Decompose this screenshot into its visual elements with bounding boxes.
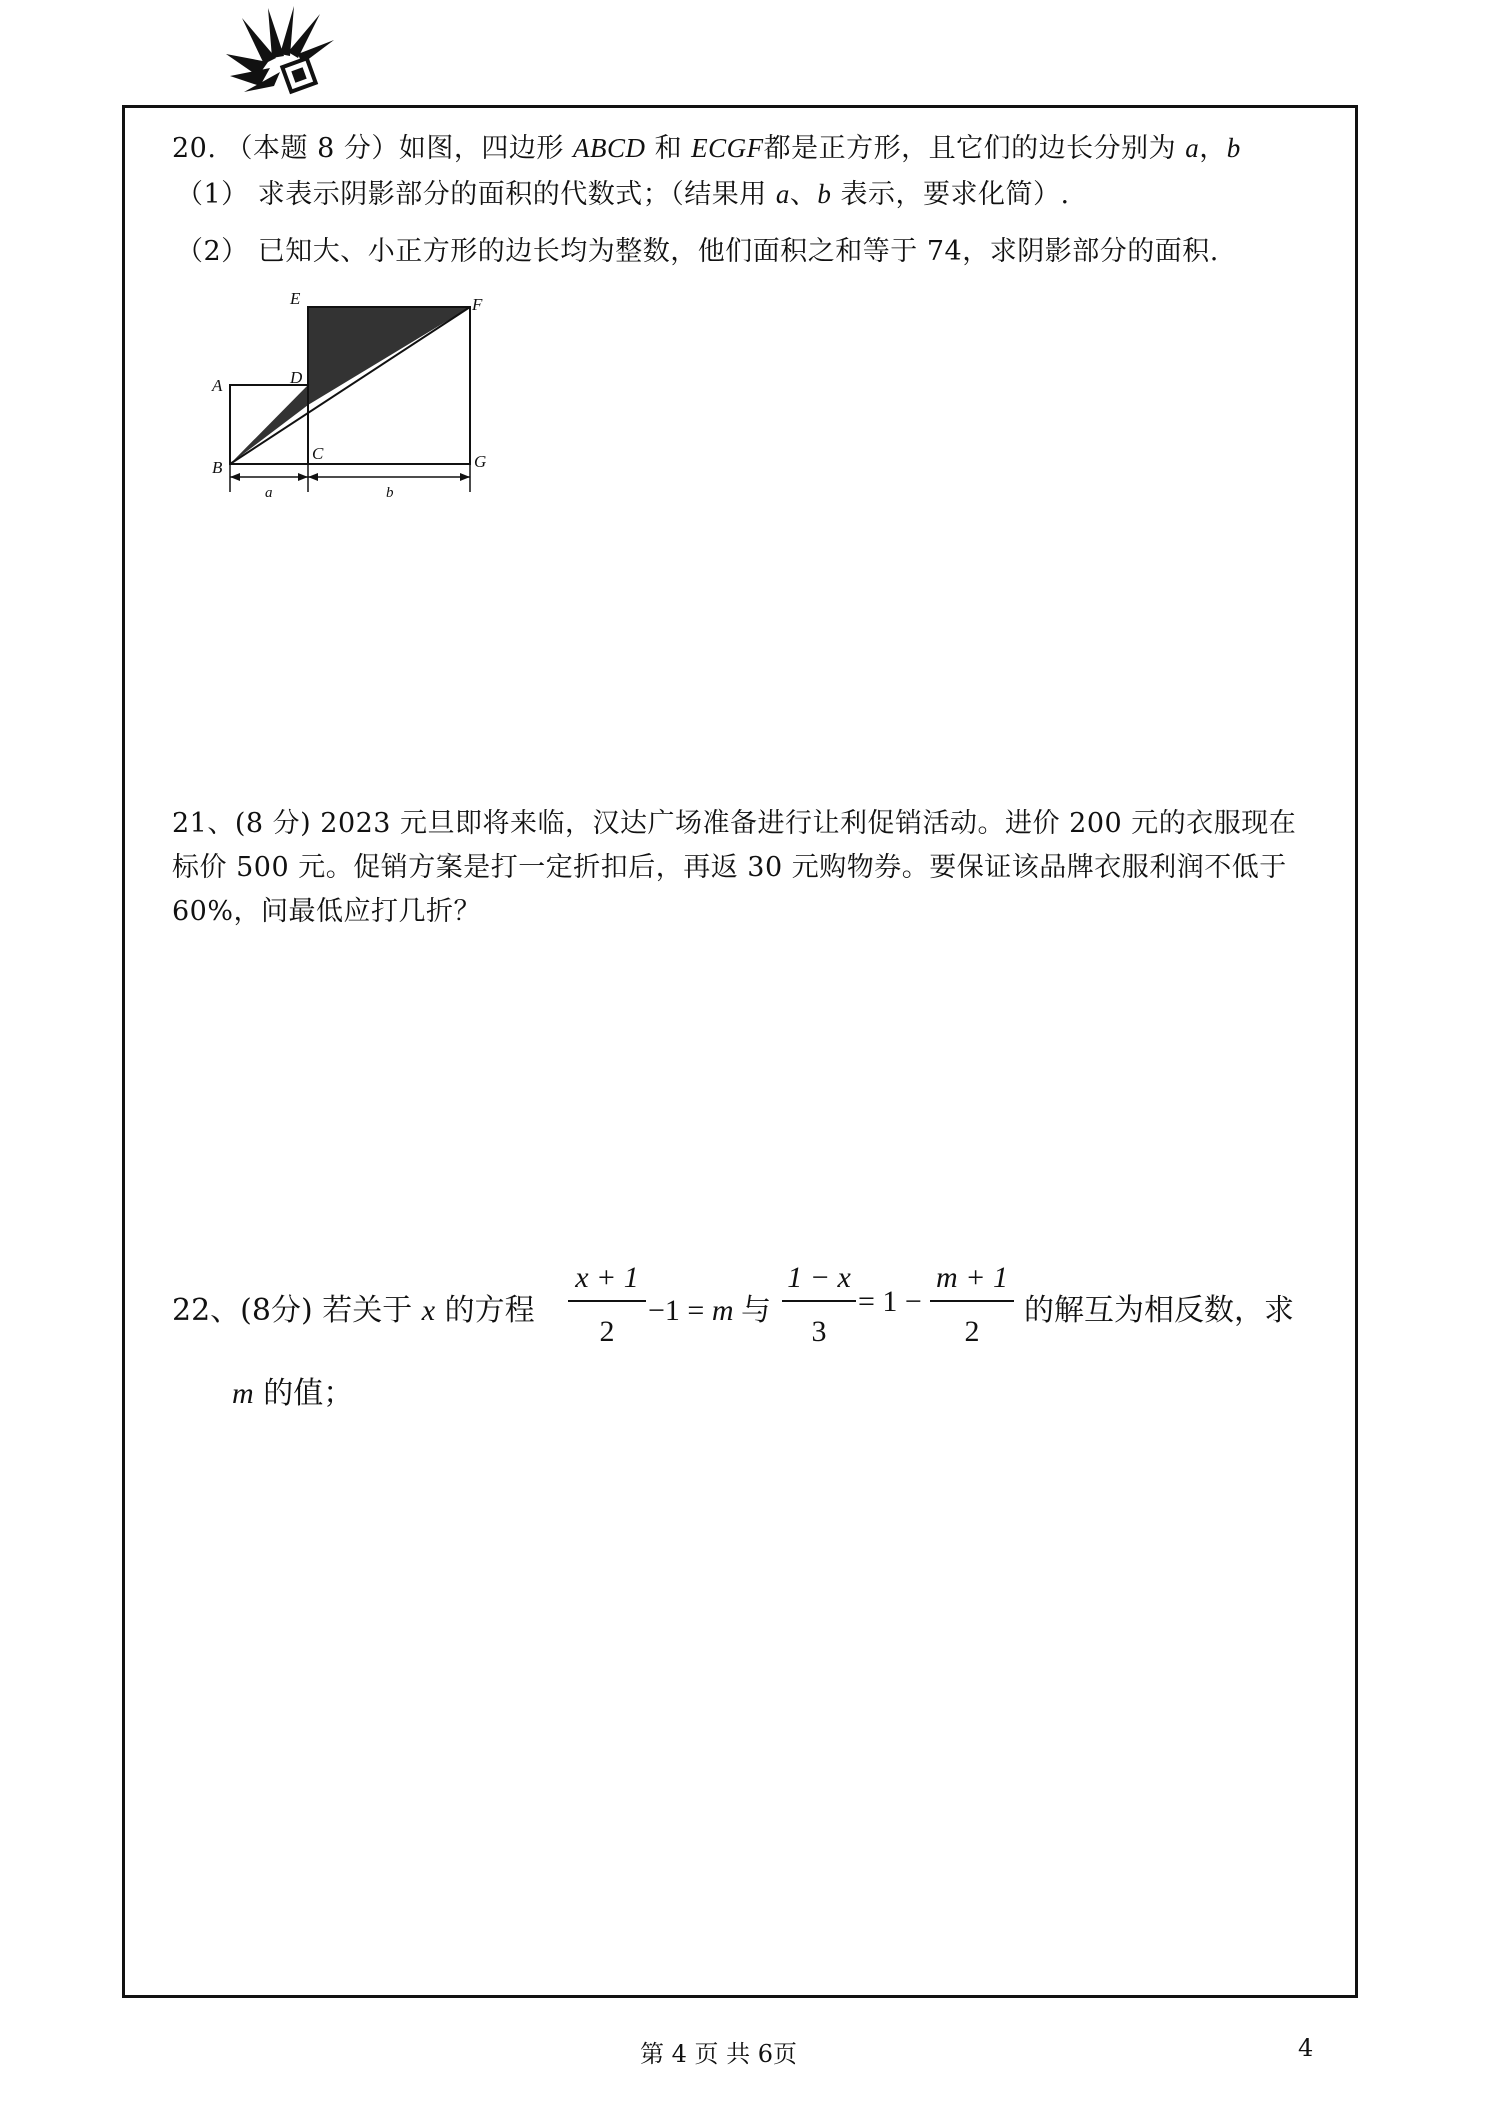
q22-frac1-bar [568,1300,646,1302]
label-a: A [212,376,223,395]
q20-and-text: 和 [654,133,683,164]
q20-shape-abcd: ABCD [572,133,646,163]
q22-equation-text: 的方程 [444,1293,535,1328]
q20-part1-text: （1） 求表示阴影部分的面积的代数式；（结果用 [176,179,767,210]
dim-label-a: a [265,485,273,501]
q22-and-text: 与 [741,1294,772,1327]
label-g: G [474,452,487,471]
school-logo [224,6,336,98]
q20-intro-text: 20. （本题 8 分）如图，四边形 [172,133,564,164]
q20-part1-var-a: a [775,179,790,209]
label-e: E [290,289,301,308]
q20-shape-ecgf: ECGF [691,133,764,163]
q22-suffix: 的解互为相反数，求 [1024,1293,1294,1328]
page-number: 4 [1298,2034,1314,2062]
q20-part1 [176,176,1070,213]
q22-frac3-numerator: m + 1 [936,1261,1008,1294]
q20-var-b: b [1226,133,1241,163]
q22-fraction-2 [782,1258,856,1352]
q22-frac1-denominator: 2 [599,1315,615,1348]
q22-frac2-denominator: 3 [811,1315,827,1348]
dim-label-b: b [386,485,394,501]
q21-line3: 60%，问最低应打几折？ [172,896,482,927]
q22-intro-text: 22、(8分) 若关于 [172,1293,413,1328]
q22-minus-one-equals: −1 = [648,1294,705,1327]
q20-part1-var-b: b [817,179,832,209]
shaded-triangle-large [308,307,470,405]
label-f: F [472,295,483,314]
q20-line1 [172,130,1241,167]
shaded-triangle-small [230,385,308,464]
label-b: B [212,458,223,477]
q22-var-m: m [711,1294,734,1327]
q21-line2: 标价 500 元。促销方案是打一定折扣后，再返 30 元购物券。要保证该品牌衣服利润不低于 [172,852,1287,883]
q22-frac2-numerator: 1 − x [787,1261,851,1294]
arrow-a-right [298,473,308,481]
q20-part2: （2） 已知大、小正方形的边长均为整数，他们面积之和等于 74，求阴影部分的面积. [176,236,1219,267]
q22-var-x: x [421,1294,436,1327]
q22-frac1-numerator: x + 1 [575,1261,639,1294]
q20-var-a: a [1185,133,1200,163]
q22-line2-text: 的值； [263,1376,354,1411]
q20-part1-suffix: 表示，要求化简）. [840,179,1070,210]
q22-fraction-3 [930,1258,1014,1352]
q22-frac2-bar [782,1300,856,1302]
q20-comma: ， [1199,133,1227,164]
q20-squares-text: 都是正方形，且它们的边长分别为 [763,133,1177,164]
q20-squares-figure [208,287,498,507]
arrow-b-left [308,473,318,481]
q20-part1-sep: 、 [789,179,818,210]
arrow-b-right [460,473,470,481]
q22-middle-1 [648,1285,771,1329]
q21-line1: 21、(8 分) 2023 元旦即将来临，汉达广场准备进行让利促销活动。进价 200 元的衣服现在 [172,808,1297,839]
q22-fraction-1 [568,1258,646,1352]
q22-frac3-denominator: 2 [964,1315,980,1348]
q22-frac3-bar [930,1300,1014,1302]
label-c: C [312,444,324,463]
arrow-a-left [230,473,240,481]
q22-line1 [172,1285,535,1329]
label-d: D [290,368,303,387]
q22-middle-2: = 1 − [858,1285,922,1318]
page-footer-text: 第 4 页 共 6页 [640,2040,798,2068]
q22-line2 [232,1368,353,1412]
q22-line2-var-m: m [232,1377,254,1410]
